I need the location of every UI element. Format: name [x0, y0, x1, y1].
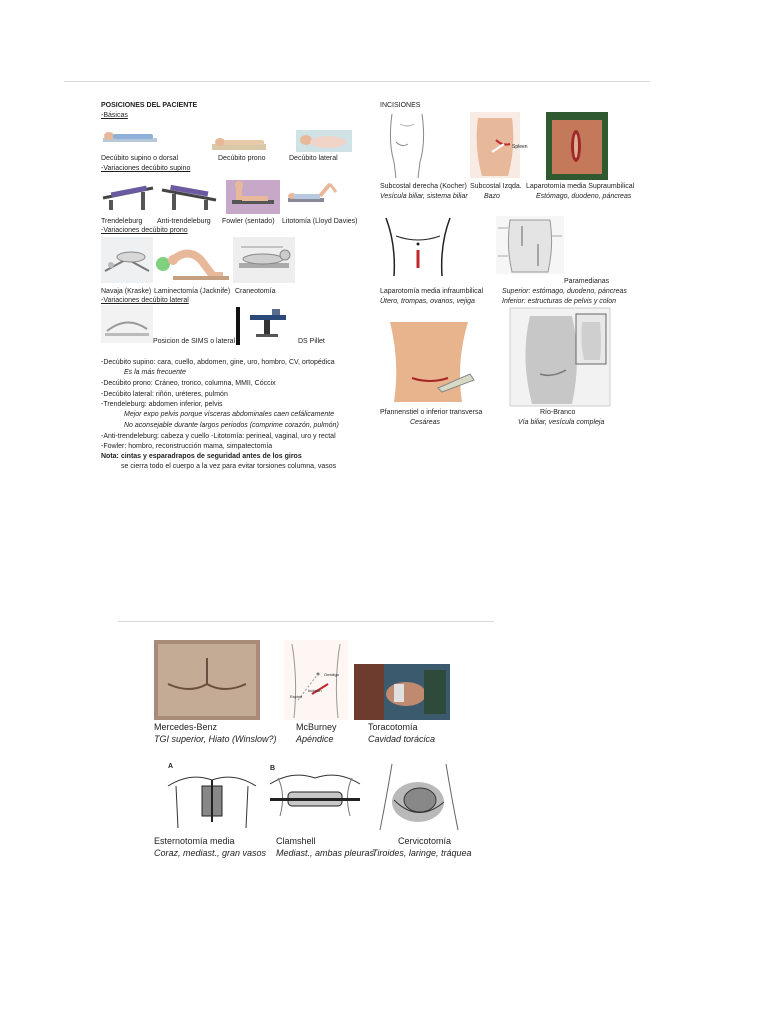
sims-figure: [101, 305, 153, 343]
prono-label-jacknife: Laminectomía (Jacknife): [154, 288, 231, 295]
page2-top-rule: [118, 621, 494, 622]
note-cierra: se cierra todo el cuerpo a la vez para evitar torsiones columna, vasos: [121, 463, 337, 470]
supraumbilical-title: Laparotomía media Supraumbilical: [526, 183, 635, 190]
basicas-label: -Básicas: [101, 112, 128, 119]
paramedianas-title: Paramedianas: [564, 278, 610, 285]
supino-label-trendelenburg: Trendeleburg: [101, 218, 143, 225]
var-supino-label: -Variaciones decúbito supino: [101, 165, 191, 172]
cervicotomy-sub: Tiroides, laringe, tráquea: [372, 848, 472, 858]
left-subcostal-title: Subcostal Izqda.: [470, 183, 522, 190]
supine-figure: [101, 126, 159, 146]
note-supino: -Decúbito supino: cara, cuello, abdomen, gine, uro, hombro, CV, ortopédica: [101, 359, 335, 366]
sims-divider: [236, 307, 240, 345]
note-prono: -Decúbito prono: Cráneo, tronco, columna, MMII, Cóccix: [101, 380, 276, 387]
lateral-figure: [296, 130, 352, 152]
lateral-label-pillet: DS Pillet: [298, 338, 325, 345]
clamshell-sub: Mediast., ambas pleuras: [276, 848, 375, 858]
lithotomy-figure: [284, 180, 340, 214]
mcburney-label-incision: Incisión: [308, 688, 322, 693]
basic-label-supine: Decúbito supino o dorsal: [101, 155, 179, 162]
cervicotomy-figure: [372, 760, 466, 834]
clamshell-figure: [266, 764, 364, 830]
supino-label-lithotomy: Litotomía (Lloyd Davies): [282, 218, 358, 225]
pfannenstiel-figure: [382, 318, 476, 404]
mercedes-benz-photo: [154, 640, 260, 720]
infraumbilical-sub: Útero, trompas, ovarios, vejiga: [380, 298, 475, 305]
note-mejor-expo: Mejor expo pelvis porque vísceras abdominales caen cefálicamente: [124, 411, 335, 418]
rio-branco-title: Río-Branco: [540, 409, 576, 416]
lateral-label-sims: Posicion de SIMS o lateral: [153, 338, 236, 345]
pfannenstiel-sub: Cesáreas: [410, 419, 440, 426]
rio-branco-figure: [510, 308, 610, 406]
clamshell-title: Clamshell: [276, 836, 316, 846]
prono-label-kraske: Navaja (Kraske): [101, 288, 152, 295]
kraske-figure: [101, 237, 153, 283]
jacknife-figure: [153, 240, 233, 284]
supino-label-anti: Anti-trendeleburg: [157, 218, 211, 225]
panel-letter-a: A: [168, 763, 174, 770]
supraumbilical-sub: Estómago, duodeno, páncreas: [536, 193, 632, 200]
prone-figure: [212, 134, 266, 152]
basic-label-prone: Decúbito prono: [218, 155, 266, 162]
supino-label-fowler: Fowler (sentado): [222, 218, 275, 225]
thoracotomy-sub: Cavidad torácica: [368, 734, 436, 744]
positions-heading: POSICIONES DEL PACIENTE: [101, 102, 198, 109]
anti-trendelenburg-figure: [160, 180, 218, 212]
note-lateral: -Decúbito lateral: riñón, uréteres, pulmón: [101, 391, 228, 398]
cervicotomy-title: Cervicotomía: [398, 836, 452, 846]
note-cintas: Nota: cintas y esparadrapos de seguridad antes de los giros: [101, 453, 302, 460]
pfannenstiel-title: Pfannenstiel o inferior transversa: [380, 409, 483, 416]
fowler-figure: [226, 180, 280, 214]
thoracotomy-photo: [354, 664, 450, 720]
mercedes-benz-sub: TGI superior, Hiato (Winslow?): [154, 734, 277, 744]
note-trendelenburg: -Trendeleburg: abdomen inferior, pelvis: [101, 401, 223, 408]
mcburney-label-ombligo: Ombligo: [324, 672, 339, 677]
note-anti-litotomia: -Anti-trendeleburg: cabeza y cuello -Litotomía: perineal, vaginal, uro y rectal: [101, 433, 336, 440]
thoracotomy-title: Toracotomía: [368, 722, 418, 732]
kocher-sub: Vesícula biliar, sistema biliar: [380, 193, 468, 200]
left-subcostal-sub: Bazo: [484, 193, 500, 200]
note-frecuente: Es la más frecuente: [124, 369, 186, 376]
mcburney-title: McBurney: [296, 722, 337, 732]
sternotomy-figure: [162, 762, 262, 830]
panel-letter-b: B: [270, 765, 276, 772]
supraumbilical-photo: [546, 112, 608, 180]
infraumbilical-figure: [382, 214, 454, 280]
sternotomy-title: Esternotomía media: [154, 836, 235, 846]
mcburney-sub: Apéndice: [296, 734, 334, 744]
paramedian-figure: [496, 216, 564, 274]
spleen-label: Spleen: [512, 144, 528, 150]
pillet-figure: [246, 305, 290, 339]
mercedes-benz-title: Mercedes-Benz: [154, 722, 218, 732]
kocher-title: Subcostal derecha (Kocher): [380, 183, 467, 190]
mcburney-label-espina: Espina: [290, 694, 303, 699]
note-fowler: -Fowler: hombro, reconstrucción mama, simpatectomía: [101, 443, 273, 450]
trendelenburg-figure: [101, 178, 155, 212]
prono-label-craniotomy: Craneotomía: [235, 288, 276, 295]
var-lateral-label: -Variaciones decúbito lateral: [101, 297, 189, 304]
rio-branco-sub: Vía biliar, vesícula compleja: [518, 419, 605, 426]
kocher-torso-figure: [382, 112, 432, 180]
sternotomy-sub: Coraz, mediast., gran vasos: [154, 848, 267, 858]
infraumbilical-title: Laparotomía media infraumbilical: [380, 288, 484, 295]
craniotomy-figure: [233, 237, 295, 283]
paramedianas-sub1: Superior: estómago, duodeno, páncreas: [502, 288, 627, 295]
note-no-aconsejable: No aconsejable durante largos periodos (comprime corazón, pulmón): [124, 422, 339, 429]
basic-label-lateral: Decúbito lateral: [289, 155, 338, 162]
note-cropped-line: [101, 462, 341, 470]
paramedianas-sub2: Inferior: estructuras de pelvis y colon: [502, 298, 616, 305]
mcburney-figure: [284, 640, 348, 720]
incisiones-heading: INCISIONES: [380, 102, 421, 109]
page1-top-rule: [64, 81, 650, 82]
var-prono-label: -Variaciones decúbito prono: [101, 227, 188, 234]
